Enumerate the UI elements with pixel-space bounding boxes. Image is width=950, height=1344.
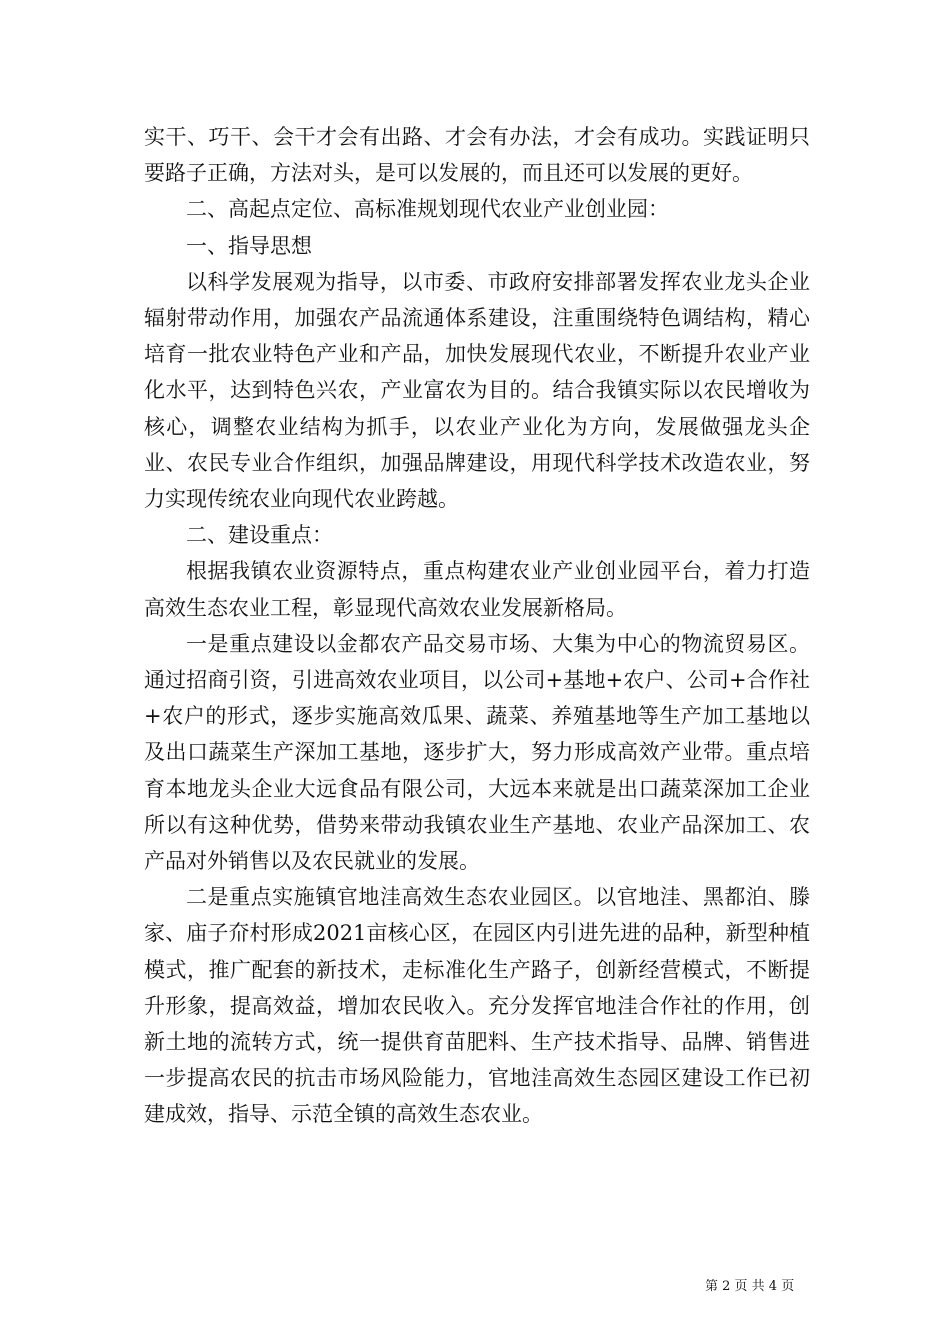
- page-number: 第 2 页 共 4 页: [705, 1279, 795, 1294]
- document-body: [144, 119, 810, 1133]
- subheading-guiding-ideology: 一、指导思想: [186, 233, 312, 258]
- paragraph-continuation: 实干、巧干、会干才会有出路、才会有办法，才会有成功。实践证明只要路子正确，方法对头，是可以发展的，而且还可以发展的更好。: [144, 125, 810, 186]
- subheading-construction-focus: 二、建设重点：: [186, 523, 333, 548]
- paragraph-ecological-park: 二是重点实施镇官地洼高效生态农业园区。以官地洼、黑都泊、滕家、庙子夼村形成2021亩核心区，在园区内引进先进的品种，新型种植模式，推广配套的新技术，走标准化生产路子，创新经营模式，不断提升形象，提高效益，增加农民收入。充分发挥官地洼合作社的作用，创新土地的流转方式，统一提供育苗肥料、生产技术指导、品牌、销售进一步提高农民的抗击市场风险能力，官地洼高效生态园区建设工作已初建成效，指导、示范全镇的高效生态农业。: [144, 885, 810, 1127]
- paragraph-logistics-zone: 一是重点建设以金都农产品交易市场、大集为中心的物流贸易区。通过招商引资，引进高效农业项目，以公司+基地+农户、公司+合作社+农户的形式，逐步实施高效瓜果、蔬菜、养殖基地等生产加工基地以及出口蔬菜生产深加工基地，逐步扩大，努力形成高效产业带。重点培育本地龙头企业大远食品有限公司，大远本来就是出口蔬菜深加工企业所以有这种优势，借势来带动我镇农业生产基地、农业产品深加工、农产品对外销售以及农民就业的发展。: [144, 631, 810, 874]
- section-heading-plan: 二、高起点定位、高标准规划现代农业产业创业园：: [186, 197, 669, 222]
- paragraph-guiding-ideology: 以科学发展观为指导，以市委、市政府安排部署发挥农业龙头企业辐射带动作用，加强农产品流通体系建设，注重围绕特色调结构，精心培育一批农业特色产业和产品，加快发展现代农业，不断提升农业产业化水平，达到特色兴农，产业富农为目的。结合我镇实际以农民增收为核心，调整农业结构为抓手，以农业产业化为方向，发展做强龙头企业、农民专业合作组织，加强品牌建设，用现代科学技术改造农业，努力实现传统农业向现代农业跨越。: [144, 269, 810, 512]
- paragraph-construction-focus: 根据我镇农业资源特点，重点构建农业产业创业园平台，着力打造高效生态农业工程，彰显现代高效农业发展新格局。: [144, 559, 810, 620]
